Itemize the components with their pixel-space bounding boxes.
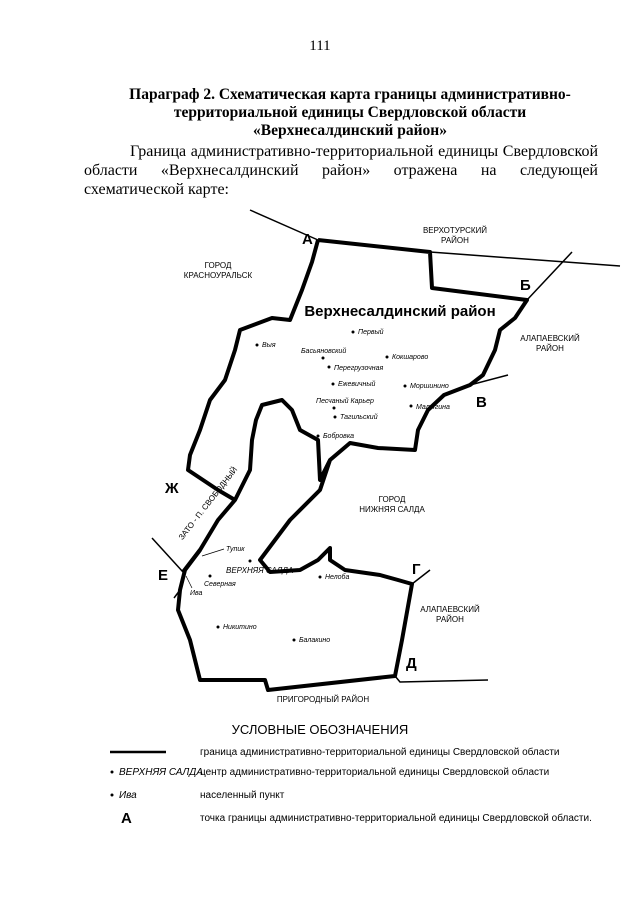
legend-boundary-text: граница административно-территориальной единицы Свердловской области bbox=[200, 747, 560, 758]
point-d: Д bbox=[406, 655, 417, 672]
label-prigorodny: ПРИГОРОДНЫЙ РАЙОН bbox=[276, 695, 370, 704]
point-e: Е bbox=[158, 567, 169, 584]
label-alapaevsk-south-2: РАЙОН bbox=[436, 615, 464, 624]
label-alapaevsk-south: АЛАПАЕВСКИЙ bbox=[420, 605, 480, 614]
district-name: Верхнесалдинский район bbox=[304, 303, 496, 320]
legend-center-sample: ВЕРХНЯЯ САЛДА bbox=[119, 767, 203, 778]
settlement-ezhevichny: Ежевичный bbox=[338, 381, 376, 388]
settlement-morshinino: Моршинино bbox=[410, 383, 449, 390]
settlement-peschany-karyer: Песчаный Карьер bbox=[316, 398, 374, 405]
label-zato: ЗАТО - П. СВОБОДНЫЙ bbox=[176, 465, 240, 542]
settlement-tupik: Тупик bbox=[226, 546, 245, 553]
label-krasnouralsk: ГОРОД bbox=[204, 261, 232, 270]
settlement-bobrovka: Бобровка bbox=[323, 433, 355, 440]
settlement-peregruzochnaya: Перегрузочная bbox=[334, 365, 384, 372]
point-zh: Ж bbox=[165, 480, 179, 497]
point-a: А bbox=[302, 231, 313, 248]
center-verkhnyaya-salda: ВЕРХНЯЯ САЛДА bbox=[226, 566, 294, 575]
legend-point-text: точка границы административно-территориальной единицы Свердловской области. bbox=[200, 813, 592, 824]
label-nizhnyaya-salda: ГОРОД bbox=[378, 495, 406, 504]
settlement-severnaya: Северная bbox=[204, 581, 236, 588]
settlement-basyanovsky: Басьяновский bbox=[301, 348, 347, 355]
settlement-iva: Ива bbox=[190, 590, 203, 597]
label-verkhoturye: ВЕРХОТУРСКИЙ bbox=[422, 226, 488, 235]
settlement-koksharovo: Кокшарово bbox=[392, 354, 429, 361]
settlement-balakino: Балакино bbox=[299, 637, 331, 644]
settlement-pervy: Первый bbox=[358, 329, 384, 336]
point-g: Г bbox=[412, 561, 421, 578]
settlement-vya: Выя bbox=[262, 342, 276, 349]
legend-title: УСЛОВНЫЕ ОБОЗНАЧЕНИЯ bbox=[231, 722, 409, 737]
legend-point-sample: А bbox=[121, 810, 132, 827]
point-b: Б bbox=[520, 277, 531, 294]
settlement-neloba: Нелоба bbox=[325, 574, 350, 581]
legend-center-text: центр административно-территориальной единицы Свердловской области bbox=[200, 767, 550, 778]
label-nizhnyaya-salda-2: НИЖНЯЯ САЛДА bbox=[359, 505, 425, 514]
settlement-nikitino: Никитино bbox=[223, 624, 257, 631]
legend-settlement-sample: Ива bbox=[119, 790, 137, 801]
point-v: В bbox=[476, 394, 487, 411]
paragraph: Граница административно-территориальной единицы Свердловской области «Верхнесалдинский район» отражена на следующей схематической карте: bbox=[84, 143, 598, 198]
settlement-tagilsky: Тагильский bbox=[340, 414, 378, 421]
section-title: Параграф 2. Схематическая карта границы административно-территориальной единицы Свердловской области «Верхнесалдинский район» bbox=[129, 86, 571, 139]
settlement-malygina: Малыгина bbox=[416, 404, 450, 411]
label-alapaevsk-north: АЛАПАЕВСКИЙ bbox=[520, 334, 580, 343]
page-number: 111 bbox=[309, 38, 331, 54]
label-alapaevsk-north-2: РАЙОН bbox=[536, 344, 564, 353]
label-verkhoturye-2: РАЙОН bbox=[441, 236, 469, 245]
legend-settlement-text: населенный пункт bbox=[200, 790, 285, 801]
label-krasnouralsk-2: КРАСНОУРАЛЬСК bbox=[183, 271, 253, 280]
